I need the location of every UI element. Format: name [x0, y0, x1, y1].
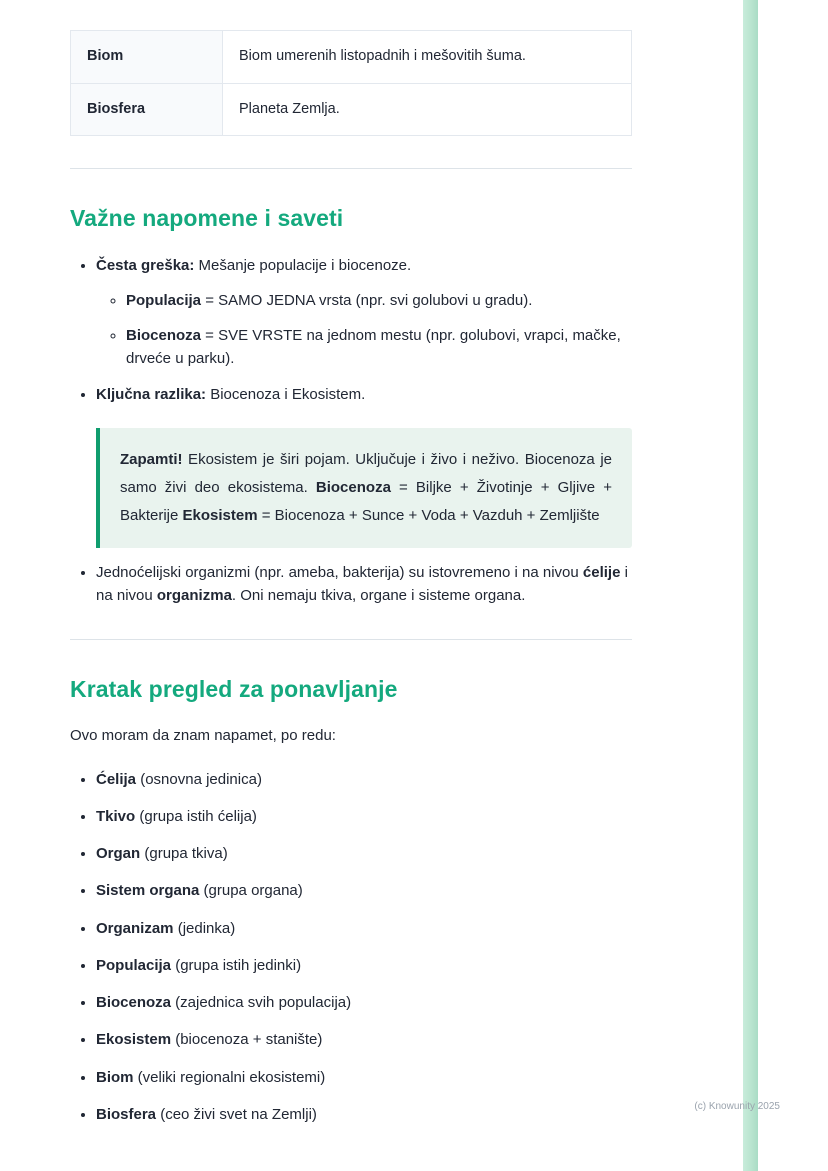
- review-item: [96, 917, 632, 940]
- review-term: Organizam: [96, 919, 174, 937]
- table-row: [71, 31, 632, 84]
- review-desc: (grupa organa): [199, 882, 303, 900]
- review-desc: (ceo živi svet na Zemlji): [156, 1105, 317, 1123]
- list-item-biocenoza: [126, 324, 632, 371]
- review-item: [96, 842, 632, 865]
- definition-table: [70, 30, 632, 136]
- list-item-text: = SVE VRSTE na jednom mestu (npr. golubovi, vrapci, mačke, drveće u parku).: [126, 326, 621, 367]
- review-item: [96, 805, 632, 828]
- callout-note: [96, 428, 632, 547]
- section-title-review: Kratak pregled za ponavljanje: [70, 676, 398, 703]
- list-item-bold: Biocenoza: [126, 326, 202, 344]
- review-term: Sistem organa: [96, 882, 200, 900]
- list-item-text: Biocenoza i Ekosistem.: [206, 386, 366, 404]
- review-item: [96, 879, 632, 902]
- list-item-populacija: [126, 289, 632, 312]
- list-item-jednocelijski: [96, 561, 632, 608]
- review-term: Ekosistem: [96, 1031, 172, 1049]
- list-item-bold: Ključna razlika:: [96, 386, 207, 404]
- review-item: [96, 991, 632, 1014]
- review-desc: (veliki regionalni ekosistemi): [133, 1068, 326, 1086]
- review-item: [96, 1066, 632, 1089]
- review-intro: Ovo moram da znam napamet, po redu:: [70, 727, 336, 745]
- review-item: [96, 1103, 632, 1126]
- list-item-text: = SAMO JEDNA vrsta (npr. svi golubovi u gradu).: [201, 292, 533, 310]
- review-desc: (zajednica svih populacija): [171, 994, 352, 1012]
- section-title-notes: Važne napomene i saveti: [70, 205, 344, 232]
- table-row: [71, 83, 632, 136]
- review-term: Biom: [96, 1068, 134, 1086]
- section-divider: [70, 168, 632, 169]
- content-column: [70, 0, 632, 1140]
- review-desc: (grupa istih ćelija): [135, 807, 257, 825]
- review-item: [96, 954, 632, 977]
- copyright-watermark: (c) Knowunity 2025: [694, 1101, 780, 1112]
- section-divider: [70, 639, 632, 640]
- list-item-cesta-greska: [96, 254, 632, 370]
- review-term: Biosfera: [96, 1105, 157, 1123]
- notes-list: [70, 254, 632, 607]
- review-desc: (osnovna jedinica): [136, 770, 262, 788]
- review-item: [96, 768, 632, 791]
- review-term: Ćelija: [96, 770, 137, 788]
- review-item: [96, 1028, 632, 1051]
- list-item-text: Mešanje populacije i biocenoze.: [194, 257, 412, 275]
- review-desc: (grupa istih jedinki): [171, 956, 302, 974]
- notes-sublist: [96, 289, 632, 370]
- review-term: Biocenoza: [96, 994, 172, 1012]
- review-desc: (grupa tkiva): [140, 845, 228, 863]
- page-edge-stripe: [743, 0, 758, 1171]
- term-cell: Biom: [71, 31, 223, 84]
- definition-cell: Planeta Zemlja.: [223, 83, 632, 136]
- term-cell: Biosfera: [71, 83, 223, 136]
- review-list: [70, 768, 632, 1127]
- review-term: Organ: [96, 845, 141, 863]
- review-desc: (biocenoza + stanište): [171, 1031, 323, 1049]
- list-item-text: Jednoćelijski organizmi (npr. ameba, bakterija) su istovremeno i na nivou ćelije i na nivou organizma. Oni nemaju tkiva, organe i sisteme organa.: [96, 563, 628, 604]
- definition-cell: Biom umerenih listopadnih i mešovitih šuma.: [223, 31, 632, 84]
- review-term: Populacija: [96, 956, 172, 974]
- list-item-kljucna-razlika: [96, 383, 632, 548]
- review-desc: (jedinka): [173, 919, 236, 937]
- callout-text: Zapamti! Ekosistem je širi pojam. Uključuje i živo i neživo. Biocenoza je samo živi deo ekosistema. Biocenoza = Biljke + Životinje + Gljive + Bakterije Ekosistem = Biocenoza + Sunce + Voda + Vazduh + Zemljište: [120, 451, 612, 524]
- review-term: Tkivo: [96, 807, 136, 825]
- list-item-bold: Česta greška:: [96, 257, 195, 275]
- list-item-bold: Populacija: [126, 292, 202, 310]
